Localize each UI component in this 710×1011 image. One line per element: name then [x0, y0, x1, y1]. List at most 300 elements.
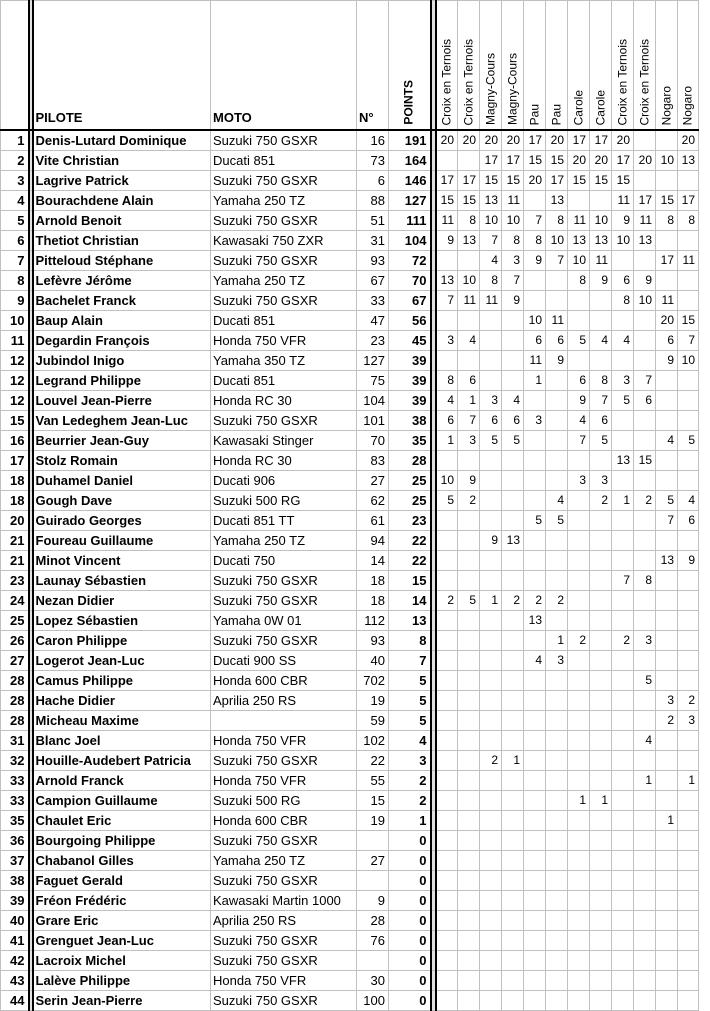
points-cell: 0 [389, 951, 431, 971]
points-cell: 191 [389, 130, 431, 151]
race-points-cell [436, 871, 458, 891]
race-points-cell: 13 [502, 531, 524, 551]
race-points-cell: 6 [568, 371, 590, 391]
race-points-cell [546, 971, 568, 991]
header-race-cell [656, 1, 678, 131]
race-points-cell [546, 571, 568, 591]
race-points-cell: 8 [524, 231, 546, 251]
moto-cell: Honda RC 30 [211, 451, 357, 471]
pilot-cell: Fréon Frédéric [33, 891, 211, 911]
number-cell: 27 [357, 851, 389, 871]
table-row [1, 611, 699, 631]
pilot-cell: Faguet Gerald [33, 871, 211, 891]
rank-cell: 31 [1, 731, 29, 751]
race-points-cell: 2 [634, 491, 656, 511]
race-points-cell [612, 711, 634, 731]
race-points-cell: 3 [546, 651, 568, 671]
moto-cell: Suzuki 750 GSXR [211, 871, 357, 891]
table-row [1, 231, 699, 251]
race-points-cell [590, 311, 612, 331]
race-points-cell [546, 931, 568, 951]
rank-cell: 8 [1, 271, 29, 291]
pilot-cell: Vite Christian [33, 151, 211, 171]
table-row [1, 551, 699, 571]
points-cell: 5 [389, 691, 431, 711]
race-points-cell [502, 831, 524, 851]
race-points-cell [634, 411, 656, 431]
moto-cell: Honda RC 30 [211, 391, 357, 411]
points-cell: 22 [389, 551, 431, 571]
header-points-cell [389, 1, 431, 131]
race-points-cell: 9 [458, 471, 480, 491]
rank-cell: 20 [1, 511, 29, 531]
race-points-cell: 20 [436, 130, 458, 151]
table-row [1, 451, 699, 471]
race-points-cell [568, 491, 590, 511]
race-points-cell [678, 871, 699, 891]
race-points-cell: 13 [524, 611, 546, 631]
race-points-cell: 10 [590, 211, 612, 231]
race-points-cell [678, 971, 699, 991]
header-race-6: Pau [549, 103, 563, 125]
pilot-cell: Lalève Philippe [33, 971, 211, 991]
pilot-cell: Van Ledeghem Jean-Luc [33, 411, 211, 431]
race-points-cell [458, 751, 480, 771]
header-race-cell [458, 1, 480, 131]
race-points-cell: 7 [524, 211, 546, 231]
race-points-cell: 15 [502, 171, 524, 191]
moto-cell: Ducati 851 [211, 151, 357, 171]
table-row [1, 811, 699, 831]
points-cell: 23 [389, 511, 431, 531]
moto-cell: Kawasaki 750 ZXR [211, 231, 357, 251]
race-points-cell [656, 871, 678, 891]
race-points-cell [568, 351, 590, 371]
points-cell: 104 [389, 231, 431, 251]
race-points-cell [524, 771, 546, 791]
rank-cell: 33 [1, 791, 29, 811]
race-points-cell: 8 [502, 231, 524, 251]
race-points-cell [590, 851, 612, 871]
race-points-cell [436, 611, 458, 631]
race-points-cell [590, 951, 612, 971]
race-points-cell: 1 [656, 811, 678, 831]
points-cell: 28 [389, 451, 431, 471]
table-row [1, 771, 699, 791]
race-points-cell: 20 [524, 171, 546, 191]
race-points-cell: 4 [436, 391, 458, 411]
race-points-cell [678, 891, 699, 911]
race-points-cell [656, 231, 678, 251]
race-points-cell [502, 771, 524, 791]
moto-cell: Ducati 851 TT [211, 511, 357, 531]
rank-cell: 32 [1, 751, 29, 771]
moto-cell: Suzuki 750 GSXR [211, 571, 357, 591]
race-points-cell [546, 451, 568, 471]
table-row [1, 531, 699, 551]
race-points-cell: 3 [590, 471, 612, 491]
moto-cell: Suzuki 750 GSXR [211, 411, 357, 431]
race-points-cell [678, 291, 699, 311]
race-points-cell [634, 831, 656, 851]
points-cell: 70 [389, 271, 431, 291]
race-points-cell [590, 191, 612, 211]
race-points-cell [436, 791, 458, 811]
rank-cell: 18 [1, 471, 29, 491]
race-points-cell [524, 691, 546, 711]
race-points-cell [458, 571, 480, 591]
race-points-cell [436, 151, 458, 171]
race-points-cell [546, 471, 568, 491]
header-rank-cell [1, 1, 29, 131]
race-points-cell [612, 611, 634, 631]
race-points-cell [634, 471, 656, 491]
points-cell: 0 [389, 931, 431, 951]
moto-cell: Suzuki 750 GSXR [211, 591, 357, 611]
points-cell: 4 [389, 731, 431, 751]
number-cell [357, 951, 389, 971]
race-points-cell: 4 [480, 251, 502, 271]
pilot-cell: Duhamel Daniel [33, 471, 211, 491]
pilot-cell: Logerot Jean-Luc [33, 651, 211, 671]
race-points-cell [480, 951, 502, 971]
race-points-cell [634, 651, 656, 671]
moto-cell: Yamaha 250 TZ [211, 271, 357, 291]
race-points-cell [568, 611, 590, 631]
rank-cell: 23 [1, 571, 29, 591]
race-points-cell: 4 [568, 411, 590, 431]
race-points-cell: 6 [590, 411, 612, 431]
race-points-cell [458, 711, 480, 731]
race-points-cell [590, 611, 612, 631]
race-points-cell [458, 611, 480, 631]
race-points-cell: 6 [458, 371, 480, 391]
race-points-cell [634, 551, 656, 571]
race-points-cell [458, 951, 480, 971]
pilot-cell: Lefèvre Jérôme [33, 271, 211, 291]
race-points-cell [502, 611, 524, 631]
race-points-cell: 3 [568, 471, 590, 491]
pilot-cell: Denis-Lutard Dominique [33, 130, 211, 151]
race-points-cell: 8 [656, 211, 678, 231]
race-points-cell [590, 651, 612, 671]
race-points-cell [480, 331, 502, 351]
race-points-cell: 6 [502, 411, 524, 431]
race-points-cell [480, 311, 502, 331]
moto-cell: Ducati 906 [211, 471, 357, 491]
race-points-cell [546, 811, 568, 831]
race-points-cell [546, 911, 568, 931]
race-points-cell: 15 [656, 191, 678, 211]
pilot-cell: Bourgoing Philippe [33, 831, 211, 851]
race-points-cell [436, 311, 458, 331]
race-points-cell: 17 [656, 251, 678, 271]
race-points-cell [590, 291, 612, 311]
race-points-cell: 2 [590, 491, 612, 511]
race-points-cell: 3 [524, 411, 546, 431]
points-cell: 13 [389, 611, 431, 631]
race-points-cell: 10 [612, 231, 634, 251]
race-points-cell [546, 411, 568, 431]
moto-cell: Honda 750 VFR [211, 331, 357, 351]
race-points-cell: 2 [502, 591, 524, 611]
race-points-cell [502, 511, 524, 531]
race-points-cell [656, 831, 678, 851]
race-points-cell [634, 431, 656, 451]
race-points-cell: 20 [612, 130, 634, 151]
pilot-cell: Serin Jean-Pierre [33, 991, 211, 1011]
header-race-4: Magny-Cours [505, 52, 519, 125]
table-row [1, 851, 699, 871]
race-points-cell [634, 351, 656, 371]
race-points-cell: 6 [656, 331, 678, 351]
table-row [1, 831, 699, 851]
race-points-cell: 3 [634, 631, 656, 651]
number-cell: 23 [357, 331, 389, 351]
number-cell: 76 [357, 931, 389, 951]
race-points-cell [634, 531, 656, 551]
race-points-cell [502, 551, 524, 571]
race-points-cell [678, 751, 699, 771]
rank-cell: 37 [1, 851, 29, 871]
pilot-cell: Chabanol Gilles [33, 851, 211, 871]
race-points-cell [590, 891, 612, 911]
race-points-cell: 7 [568, 431, 590, 451]
race-points-cell [612, 251, 634, 271]
race-points-cell: 9 [634, 271, 656, 291]
race-points-cell [568, 451, 590, 471]
race-points-cell: 5 [546, 511, 568, 531]
pilot-cell: Blanc Joel [33, 731, 211, 751]
race-points-cell: 20 [480, 130, 502, 151]
race-points-cell [458, 891, 480, 911]
race-points-cell [568, 751, 590, 771]
race-points-cell [678, 951, 699, 971]
table-row [1, 571, 699, 591]
race-points-cell [656, 571, 678, 591]
race-points-cell [480, 831, 502, 851]
race-points-cell [502, 951, 524, 971]
number-cell: 93 [357, 251, 389, 271]
race-points-cell [678, 231, 699, 251]
pilot-cell: Arnold Franck [33, 771, 211, 791]
race-points-cell [480, 351, 502, 371]
race-points-cell [458, 911, 480, 931]
race-points-cell [502, 731, 524, 751]
number-cell: 15 [357, 791, 389, 811]
race-points-cell [524, 671, 546, 691]
race-points-cell [502, 651, 524, 671]
race-points-cell: 8 [678, 211, 699, 231]
points-cell: 3 [389, 751, 431, 771]
race-points-cell: 13 [634, 231, 656, 251]
race-points-cell [612, 931, 634, 951]
race-points-cell [524, 871, 546, 891]
race-points-cell [546, 891, 568, 911]
points-cell: 67 [389, 291, 431, 311]
header-race-9: Croix en Ternois [615, 38, 629, 125]
number-cell: 75 [357, 371, 389, 391]
race-points-cell [524, 971, 546, 991]
race-points-cell: 13 [480, 191, 502, 211]
race-points-cell: 7 [458, 411, 480, 431]
race-points-cell [590, 911, 612, 931]
race-points-cell [568, 971, 590, 991]
race-points-cell: 2 [480, 751, 502, 771]
race-points-cell [502, 371, 524, 391]
number-cell: 702 [357, 671, 389, 691]
race-points-cell: 10 [568, 251, 590, 271]
number-cell: 104 [357, 391, 389, 411]
race-points-cell [656, 751, 678, 771]
race-points-cell [568, 711, 590, 731]
race-points-cell [480, 451, 502, 471]
rank-cell: 21 [1, 531, 29, 551]
race-points-cell [458, 531, 480, 551]
race-points-cell [634, 171, 656, 191]
race-points-cell: 1 [502, 751, 524, 771]
points-cell: 5 [389, 671, 431, 691]
race-points-cell [436, 511, 458, 531]
race-points-cell [436, 751, 458, 771]
race-points-cell: 15 [590, 171, 612, 191]
header-race-cell [502, 1, 524, 131]
table-row [1, 691, 699, 711]
race-points-cell [678, 631, 699, 651]
race-points-cell: 4 [612, 331, 634, 351]
race-points-cell: 4 [590, 331, 612, 351]
header-race-cell [590, 1, 612, 131]
race-points-cell: 15 [678, 311, 699, 331]
race-points-cell: 20 [634, 151, 656, 171]
pilot-cell: Degardin François [33, 331, 211, 351]
race-points-cell [502, 811, 524, 831]
race-points-cell [612, 511, 634, 531]
race-points-cell [590, 711, 612, 731]
race-points-cell [568, 571, 590, 591]
race-points-cell [502, 631, 524, 651]
race-points-cell [678, 271, 699, 291]
race-points-cell: 7 [480, 231, 502, 251]
race-points-cell: 1 [612, 491, 634, 511]
race-points-cell [524, 951, 546, 971]
points-cell: 164 [389, 151, 431, 171]
rank-cell: 42 [1, 951, 29, 971]
moto-cell: Ducati 851 [211, 311, 357, 331]
points-cell: 25 [389, 471, 431, 491]
race-points-cell: 11 [502, 191, 524, 211]
race-points-cell: 2 [656, 711, 678, 731]
race-points-cell [436, 771, 458, 791]
race-points-cell [590, 691, 612, 711]
moto-cell: Yamaha 250 TZ [211, 191, 357, 211]
race-points-cell: 1 [568, 791, 590, 811]
race-points-cell [436, 971, 458, 991]
number-cell: 28 [357, 911, 389, 931]
race-points-cell [634, 971, 656, 991]
race-points-cell [458, 551, 480, 571]
race-points-cell: 13 [436, 271, 458, 291]
race-points-cell [678, 471, 699, 491]
race-points-cell: 20 [502, 130, 524, 151]
race-points-cell: 6 [480, 411, 502, 431]
moto-cell: Suzuki 750 GSXR [211, 751, 357, 771]
points-cell: 2 [389, 771, 431, 791]
rank-cell: 39 [1, 891, 29, 911]
race-points-cell [436, 951, 458, 971]
pilot-cell: Lacroix Michel [33, 951, 211, 971]
number-cell: 16 [357, 130, 389, 151]
race-points-cell [524, 811, 546, 831]
race-points-cell: 20 [568, 151, 590, 171]
race-points-cell [568, 891, 590, 911]
pilot-cell: Jubindol Inigo [33, 351, 211, 371]
moto-cell [211, 711, 357, 731]
race-points-cell: 4 [656, 431, 678, 451]
table-row [1, 331, 699, 351]
race-points-cell: 7 [612, 571, 634, 591]
race-points-cell [458, 671, 480, 691]
race-points-cell: 13 [590, 231, 612, 251]
race-points-cell [634, 931, 656, 951]
race-points-cell [568, 691, 590, 711]
table-row [1, 291, 699, 311]
rank-cell: 44 [1, 991, 29, 1011]
moto-cell: Suzuki 750 GSXR [211, 831, 357, 851]
moto-cell: Ducati 750 [211, 551, 357, 571]
number-cell: 40 [357, 651, 389, 671]
race-points-cell [634, 811, 656, 831]
table-row [1, 351, 699, 371]
points-cell: 2 [389, 791, 431, 811]
table-row [1, 631, 699, 651]
race-points-cell [634, 251, 656, 271]
header-race-cell [568, 1, 590, 131]
race-points-cell [524, 831, 546, 851]
points-cell: 25 [389, 491, 431, 511]
race-points-cell [458, 771, 480, 791]
race-points-cell: 13 [612, 451, 634, 471]
rank-cell: 33 [1, 771, 29, 791]
race-points-cell: 11 [656, 291, 678, 311]
race-points-cell [524, 391, 546, 411]
race-points-cell [458, 631, 480, 651]
race-points-cell [634, 851, 656, 871]
table-row [1, 130, 699, 151]
race-points-cell: 20 [458, 130, 480, 151]
race-points-cell [480, 491, 502, 511]
race-points-cell: 15 [634, 451, 656, 471]
header-race-cell [546, 1, 568, 131]
header-race-cell [524, 1, 546, 131]
pilot-cell: Campion Guillaume [33, 791, 211, 811]
race-points-cell [568, 811, 590, 831]
race-points-cell [436, 731, 458, 751]
moto-cell: Suzuki 750 GSXR [211, 251, 357, 271]
points-cell: 0 [389, 831, 431, 851]
race-points-cell [546, 691, 568, 711]
rank-cell: 10 [1, 311, 29, 331]
race-points-cell: 11 [546, 311, 568, 331]
race-points-cell [590, 931, 612, 951]
race-points-cell [546, 431, 568, 451]
race-points-cell [436, 711, 458, 731]
points-cell: 39 [389, 371, 431, 391]
header-race-cell [436, 1, 458, 131]
header-race-cell [480, 1, 502, 131]
race-points-cell: 6 [524, 331, 546, 351]
race-points-cell [502, 471, 524, 491]
